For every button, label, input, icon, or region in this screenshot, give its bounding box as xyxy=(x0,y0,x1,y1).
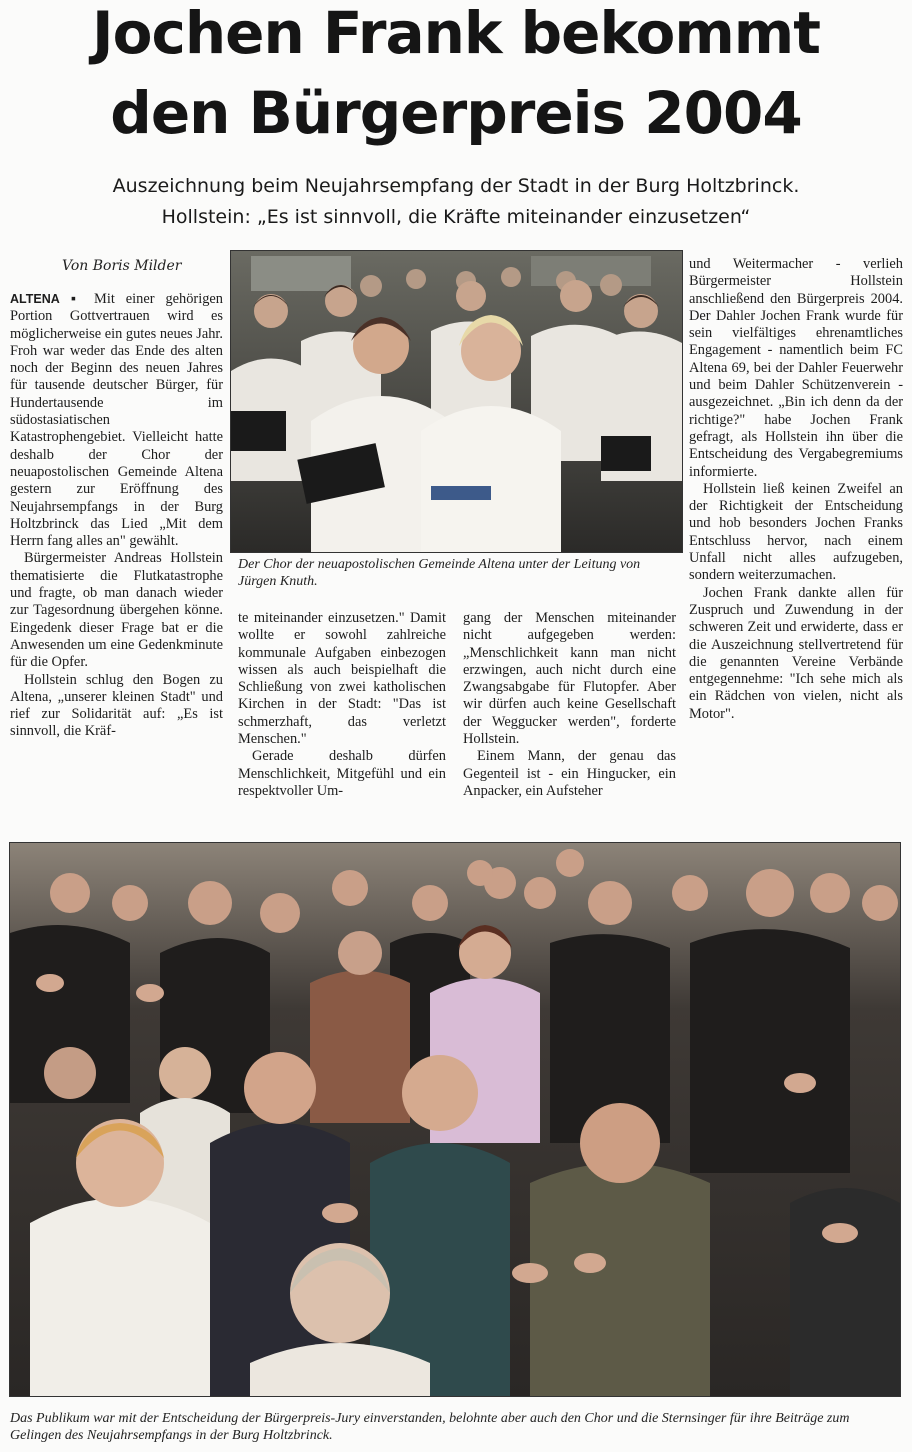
column-3-paragraph-2: Einem Mann, der genau das Gegenteil ist - ein Hingucker, ein Anpacker, ein Aufsteher xyxy=(463,748,676,799)
column-2-paragraph-2: Gerade deshalb dürfen Menschlichkeit, Mitgefühl und ein respektvoller Um- xyxy=(238,748,446,799)
dateline-separator: ▪ xyxy=(70,291,84,307)
subheadline-line-2: Hollstein: „Es ist sinnvoll, die Kräfte miteinander einzusetzen“ xyxy=(161,206,751,228)
column-1-paragraph-1: Mit einer gehörigen Portion Gottvertrauen wird es möglicherweise ein gutes neues Jahr. Froh war weder das Ende des alten noch der Beginn des neuen Jahres für tausende deutscher Bürger, für Hundertausende im südostasiatischen Katastrophengebiet. Vielleicht hatte deshalb der Chor der neuapostolischen Gemeinde Altena gestern zur Eröffnung des Neujahrsempfangs in der Burg Holtzbrinck das Lied „Mit dem Herrn fang alles an" gewählt. xyxy=(10,291,223,550)
article-column-4 xyxy=(689,256,903,723)
audience-photo-image xyxy=(10,843,900,1396)
headline-line-1: Jochen Frank bekommt xyxy=(92,0,820,67)
column-1-paragraph-2: Bürgermeister Andreas Hollstein thematisierte die Flutkatastrophe und fragte, ob man danach wieder zur Tagesordnung übergehen könne. Eingedenk dieser Frage bat er die Anwesenden um eine Gedenkminute für die Opfer. xyxy=(10,550,223,671)
choir-photo-caption: Der Chor der neuapostolischen Gemeinde Altena unter der Leitung von Jürgen Knuth. xyxy=(238,557,641,589)
article-column-1 xyxy=(10,291,223,741)
dateline: ALTENA xyxy=(10,292,60,306)
choir-photo-image xyxy=(231,251,682,552)
subheadline-line-1: Auszeichnung beim Neujahrsempfang der Stadt in der Burg Holtzbrinck. xyxy=(112,175,800,197)
column-4-paragraph-1: und Weitermacher - verlieh Bürgermeister Hollstein anschließend den Bürgerpreis 2004. Der Dahler Jochen Frank wurde für sein vielfältiges ehrenamtliches Engagement - namentlich beim FC Altena 69, bei der Dahler Feuerwehr und beim Dahler Schützenverein - ausgezeichnet. „Bin ich denn da der richtige?" habe Jochen Frank gefragt, als Hollstein ihn über die Entscheidung des Vergabegremiums informierte. xyxy=(689,256,903,480)
headline-line-2: den Bürgerpreis 2004 xyxy=(110,79,802,147)
column-4-paragraph-2: Hollstein ließ keinen Zweifel an der Richtigkeit der Entscheidung und hob besonders Jochen Franks Entschluss hervor, nach einem Unfall nicht alles aufzugeben, sondern weiterzumachen. xyxy=(689,480,903,584)
article-column-3 xyxy=(463,610,676,800)
byline: Von Boris Milder xyxy=(62,258,182,274)
audience-photo xyxy=(9,842,901,1397)
audience-photo-caption: Das Publikum war mit der Entscheidung der Bürgerpreis-Jury einverstanden, belohnte aber auch den Chor und die Sternsinger für ihre Beiträge zum Gelingen des Neujahrsempfangs in der Burg Holtzbrinck. xyxy=(10,1411,850,1443)
column-1-paragraph-3: Hollstein schlug den Bogen zu Altena, „unserer kleinen Stadt" und rief zur Solidarität auf: „Es ist sinnvoll, die Kräf- xyxy=(10,671,223,740)
column-2-paragraph-1: te miteinander einzusetzen." Damit wollte er sowohl zahlreiche kommunale Aufgaben einbezogen wissen als auch beispielhaft die Schließung von zwei katholischen Kirchen in der Stadt: "Das ist schmerzhaft, das verletzt Menschen." xyxy=(238,610,446,748)
column-3-paragraph-1: gang der Menschen miteinander nicht aufgegeben werden: „Menschlichkeit kann man nicht erzwingen, auch nicht durch eine Zwangsabgabe für Flutopfer. Aber wir dürfen auch keine Gesellschaft der Weggucker werden", forderte Hollstein. xyxy=(463,610,676,748)
column-4-paragraph-3: Jochen Frank dankte allen für Zuspruch und Zuwendung in der schweren Zeit und erwiderte, dass er die Auszeichnung stellvertretend für die genannten Vereine Verbände entgegennehme: "Ich sehe mich als ein Rädchen von vielen, nicht als Motor". xyxy=(689,584,903,722)
article-column-2 xyxy=(238,610,446,800)
choir-photo xyxy=(230,250,683,553)
